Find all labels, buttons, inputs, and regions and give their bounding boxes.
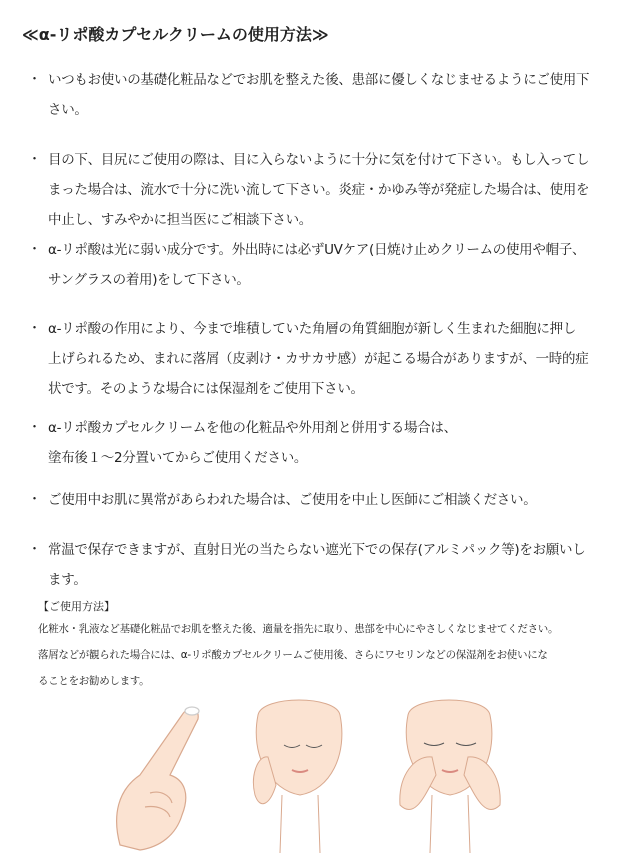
- usage-line: ることをお勧めします。: [38, 675, 150, 687]
- bullet-point: ・: [28, 72, 42, 87]
- item-text-line: サングラスの着用)をして下さい。: [48, 272, 250, 288]
- item-text-line: ご使用中お肌に異常があらわれた場合は、ご使用を中止し医師にご相談ください。: [48, 492, 537, 508]
- item-text-line: さい。: [48, 102, 88, 118]
- item-text-line: α-リポ酸は光に弱い成分です。外出時には必ずUVケア(日焼け止めクリームの使用や帽子、: [48, 242, 586, 258]
- usage-section: [38, 598, 628, 694]
- bullet-point: ・: [28, 242, 42, 257]
- item-text-line: 中止し、すみやかに担当医にご相談下さい。: [48, 212, 312, 228]
- bullet-point: ・: [28, 152, 42, 167]
- item-text-line: 塗布後１～2分置いてからご使用ください。: [48, 450, 308, 466]
- item-text-line: α-リポ酸カプセルクリームを他の化粧品や外用剤と併用する場合は、: [48, 420, 457, 436]
- item-text-line: まった場合は、流水で十分に洗い流して下さい。炎症・かゆみ等が発症した場合は、使用を: [48, 182, 590, 198]
- face-cheek-application-illustration: [253, 700, 341, 853]
- item-text-line: α-リポ酸の作用により、今まで堆積していた角層の角質細胞が新しく生まれた細胞に押し: [48, 321, 576, 337]
- usage-line: 化粧水・乳液など基礎化粧品でお肌を整えた後、適量を指先に取り、患部を中心にやさしくなじませてください。: [38, 623, 559, 635]
- face-eye-area-application-illustration: [400, 700, 500, 853]
- finger-with-cream-illustration: [117, 707, 199, 850]
- usage-illustrations: [0, 695, 640, 853]
- item-text-line: 上げられるため、まれに落屑（皮剥け・カサカサ感）が起こる場合がありますが、一時的症: [48, 351, 589, 367]
- usage-line: 落屑などが観られた場合には、α-リポ酸カプセルクリームご使用後、さらにワセリンなどの保湿剤をお使いにな: [38, 649, 548, 661]
- item-text-line: 状です。そのような場合には保湿剤をご使用下さい。: [48, 381, 364, 397]
- item-text-line: 目の下、目尻にご使用の際は、目に入らないように十分に気を付けて下さい。もし入ってし: [48, 152, 590, 168]
- item-text-line: 常温で保存できますが、直射日光の当たらない遮光下での保存(アルミパック等)をお願いし: [48, 542, 586, 558]
- item-text-line: いつもお使いの基礎化粧品などでお肌を整えた後、患部に優しくなじませるようにご使用下: [48, 72, 590, 88]
- bullet-point: ・: [28, 492, 42, 507]
- item-text-line: ます。: [48, 572, 87, 588]
- usage-heading: 【ご使用方法】: [38, 600, 115, 613]
- bullet-point: ・: [28, 321, 42, 336]
- bullet-point: ・: [28, 420, 42, 435]
- page-title: ≪α-リポ酸カプセルクリームの使用方法≫: [22, 25, 329, 44]
- bullet-point: ・: [28, 542, 42, 557]
